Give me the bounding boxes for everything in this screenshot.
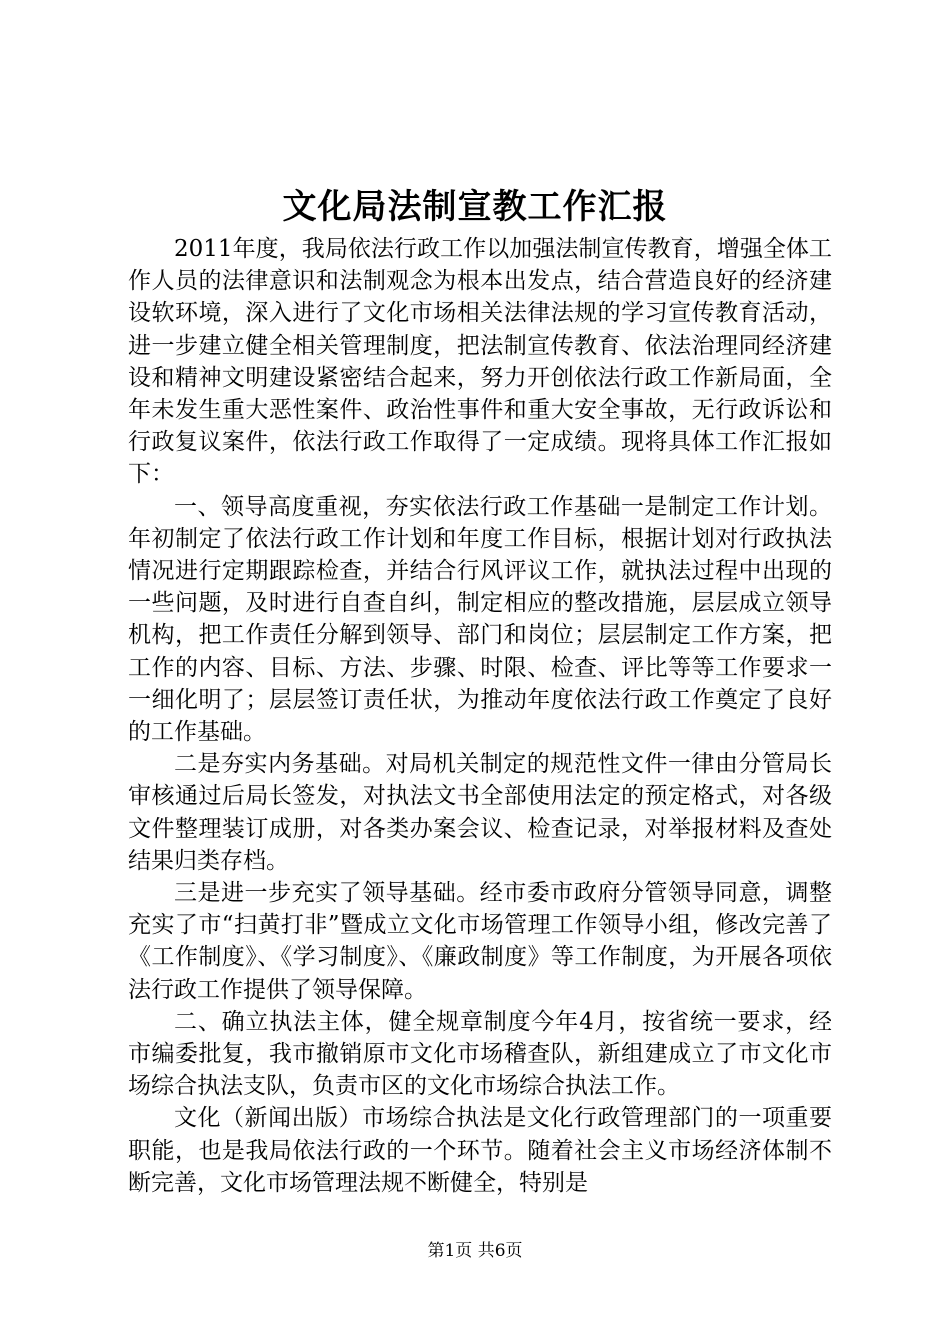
page-footer: 第1页 共6页 (427, 1241, 523, 1261)
paragraph: 三是进一步充实了领导基础。经市委市政府分管领导同意，调整充实了市“扫黄打非”暨成立文化市场管理工作领导小组，修改完善了《工作制度》、《学习制度》、《廉政制度》等工作制度，为开展各项依法行政工作提供了领导保障。 (128, 880, 832, 1003)
paragraph: 二是夯实内务基础。对局机关制定的规范性文件一律由分管局长审核通过后局长签发，对执法文书全部使用法定的预定格式，对各级文件整理装订成册，对各类办案会议、检查记录，对举报材料及查处结果归类存档。 (128, 751, 832, 874)
paragraph: 2011年度，我局依法行政工作以加强法制宣传教育，增强全体工作人员的法律意识和法制观念为根本出发点，结合营造良好的经济建设软环境，深入进行了文化市场相关法律法规的学习宣传教育活动，进一步建立健全相关管理制度，把法制宣传教育、依法治理同经济建设和精神文明建设紧密结合起来，努力开创依法行政工作新局面，全年未发生重大恶性案件、政治性事件和重大安全事故，无行政诉讼和行政复议案件，依法行政工作取得了一定成绩。现将具体工作汇报如下： (128, 236, 832, 488)
document-title: 文化局法制宣教工作汇报 (282, 187, 668, 227)
document-body (128, 233, 832, 1199)
paragraph: 二、确立执法主体，健全规章制度今年4月，按省统一要求，经市编委批复，我市撤销原市文化市场稽查队，新组建成立了市文化市场综合执法支队，负责市区的文化市场综合执法工作。 (128, 1008, 832, 1100)
paragraph: 一、领导高度重视，夯实依法行政工作基础一是制定工作计划。年初制定了依法行政工作计划和年度工作目标，根据计划对行政执法情况进行定期跟踪检查，并结合行风评议工作，就执法过程中出现的一些问题，及时进行自查自纠，制定相应的整改措施，层层成立领导机构，把工作责任分解到领导、部门和岗位；层层制定工作方案，把工作的内容、目标、方法、步骤、时限、检查、评比等等工作要求一一细化明了；层层签订责任状，为推动年度依法行政工作奠定了良好的工作基础。 (128, 493, 832, 746)
paragraph: 文化（新闻出版）市场综合执法是文化行政管理部门的一项重要职能，也是我局依法行政的一个环节。随着社会主义市场经济体制不断完善，文化市场管理法规不断健全，特别是 (128, 1105, 832, 1196)
